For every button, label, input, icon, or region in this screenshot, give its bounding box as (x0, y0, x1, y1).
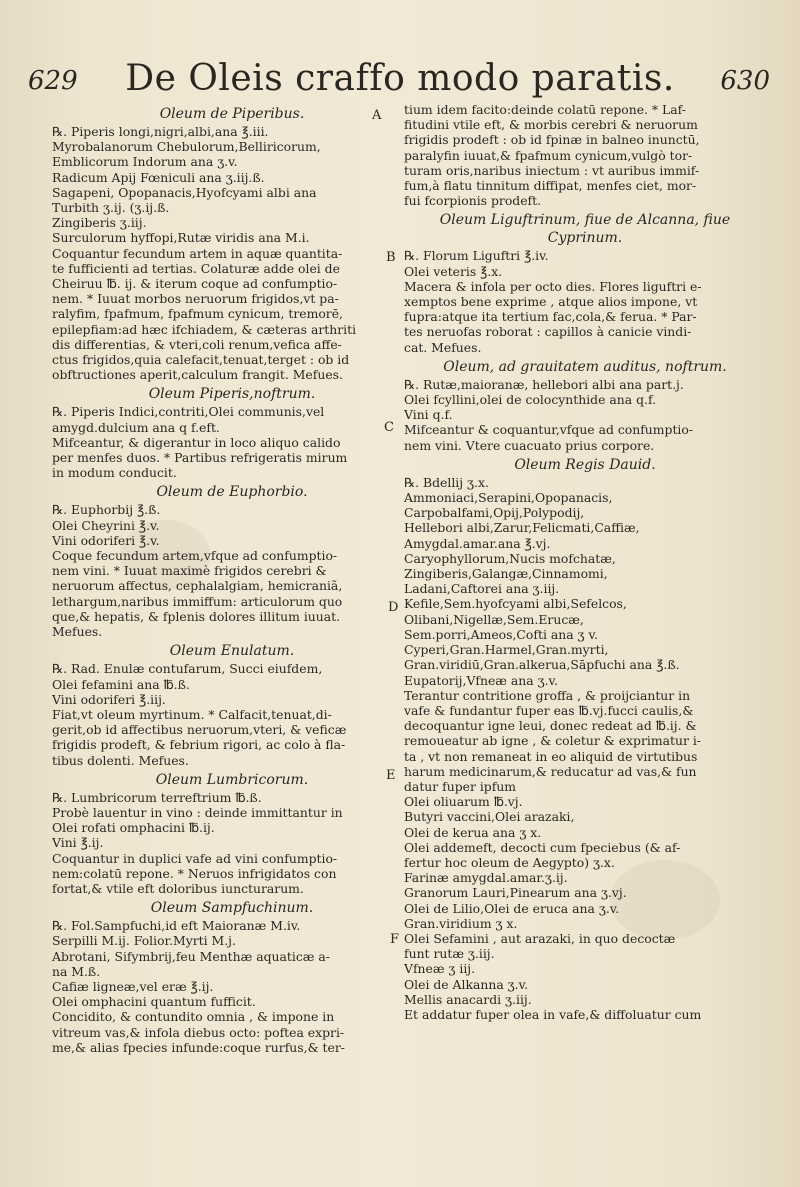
text-line: vafe & fundantur fuper eas ℔.vj.fucci caulis,& (404, 702, 694, 718)
text-line: Probè lauentur in vino : deinde immittantur in (52, 804, 343, 820)
text-line: fortat,& vtile eft doloribus iuncturarum. (52, 880, 304, 896)
text-line: nem vini. * Iuuat maximè frigidos cerebri & (52, 563, 327, 579)
text-line: frigidis prodeft : ob id fpinæ in balneo inunctū, (404, 132, 700, 148)
text-line: Gran.viridium ʒ x. (404, 915, 518, 931)
recipe-heading: Oleum de Euphorbio. (156, 484, 308, 501)
right-column (404, 102, 766, 1022)
text-line: Olei de Alkanna ʒ.v. (404, 976, 529, 992)
margin-letter: B (386, 250, 396, 265)
recipe-block (404, 102, 766, 208)
text-line: ℞. Lumbricorum terreftrium ℔.ß. (52, 789, 262, 805)
text-line: ℞. Rutæ,maioranæ, hellebori albi ana part.j. (404, 376, 684, 392)
text-line: fitudini vtile eft, & morbis cerebri & neruorum (404, 117, 698, 133)
text-line: ralyfim, fpafmum, fpafmum cynicum, tremorē, (52, 306, 343, 322)
running-title: De Oleis craffo modo paratis. (125, 58, 675, 99)
text-line: Mefues. (52, 624, 103, 640)
text-line: Vini odoriferi ℥.iij. (52, 691, 166, 707)
text-line: nem:colatū repone. * Neruos infrigidatos con (52, 865, 337, 881)
text-line: Surculorum hyffopi,Rutæ viridis ana M.i. (52, 230, 310, 246)
text-line: Zingiberis ʒ.iij. (52, 215, 147, 231)
text-line: tium idem facito:deinde colatū repone. * Laf- (404, 102, 686, 117)
text-line: Radicum Apij Fœniculi ana ʒ.iij.ß. (52, 169, 265, 185)
text-line: epilepfiam:ad hæc ifchiadem, & cæteras arthriti (52, 321, 357, 337)
text-line: Serpilli M.ij. Folior.Myrti M.j. (52, 933, 236, 949)
recipe-heading: Oleum Regis Dauid. (514, 456, 656, 473)
text-line: Macera & infola per octo dies. Flores liguftri e- (404, 278, 702, 294)
text-line: frigidis prodeft, & febrium rigori, ac colo à fla- (52, 737, 346, 753)
left-column (52, 102, 412, 1055)
text-line: remoueatur ab igne , & coletur & exprimatur i- (404, 733, 701, 749)
text-line: fum,à flatu tinnitum diffipat, menfes ciet, mor- (404, 178, 697, 194)
text-line: Gran.viridiū,Gran.alkerua,Sāpfuchi ana ℥.ß. (404, 657, 680, 673)
text-line: Et addatur fuper olea in vafe,& diffoluatur cum (404, 1006, 702, 1022)
recipe-block (52, 483, 412, 639)
text-line: dis differentias, & vteri,coli renum,vefica affe- (52, 336, 342, 352)
text-line: Farinæ amygdal.amar.ʒ.ij. (404, 870, 568, 886)
text-line: Hellebori albi,Zarur,Felicmati,Caffiæ, (404, 520, 640, 536)
text-line: Olei Sefamini , aut arazaki, in quo decoctæ (404, 930, 676, 946)
text-line: ℞. Piperis longi,nigri,albi,ana ℥.iii. (52, 124, 269, 139)
text-line: datur fuper ipfum (404, 778, 517, 794)
text-line: Coquantur fecundum artem in aquæ quantita- (52, 245, 343, 261)
text-line: ℞. Florum Liguftri ℥.iv. (404, 248, 549, 264)
text-line: Concidito, & contundito omnia , & impone in (52, 1009, 335, 1025)
text-line: paralyfin iuuat,& fpafmum cynicum,vulgò tor- (404, 147, 693, 163)
text-line: tibus dolenti. Mefues. (52, 752, 189, 768)
text-line: turam oris,naribus iniectum : vt auribus immif- (404, 162, 700, 178)
text-line: Eupatorij,Vfneæ ana ʒ.v. (404, 672, 558, 688)
text-line: na M.ß. (52, 963, 101, 979)
text-line: neruorum affectus, cephalalgiam, hemicraniã, (52, 578, 343, 594)
recipe-heading: Oleum Lumbricorum. (155, 771, 309, 788)
text-line: Olei addemeft, decocti cum fpeciebus (& af- (404, 839, 681, 855)
text-line: decoquantur igne leui, donec redeat ad ℔.ij. & (404, 718, 697, 734)
recipe-block (404, 211, 766, 354)
text-line: Fiat,vt oleum myrtinum. * Calfacit,tenuat,di- (52, 706, 332, 722)
text-line: per menfes duos. * Partibus refrigeratis mirum (52, 450, 348, 466)
text-line: Mifceantur, & digerantur in loco aliquo calido (52, 434, 341, 450)
text-line: Amygdal.amar.ana ℥.vj. (404, 535, 551, 551)
text-line: Terantur contritione groffa , & proijciantur in (404, 687, 691, 703)
recipe-block (52, 105, 412, 382)
text-line: lethargum,naribus immiffum: articulorum quo (52, 593, 343, 609)
text-line: funt rutæ ʒ.iij. (404, 946, 495, 962)
text-line: Cafiæ ligneæ,vel eræ ℥.ij. (52, 978, 214, 994)
text-line: ℞. Rad. Enulæ contufarum, Succi eiufdem, (52, 661, 323, 677)
text-line: gerit,ob id affectibus neruorum,vteri, & veficæ (52, 722, 347, 738)
text-line: Zingiberis,Galangæ,Cinnamomi, (404, 566, 608, 582)
text-line: nem vini. Vtere cuacuato prius corpore. (404, 437, 655, 453)
text-line: Olei Cheyrini ℥.v. (52, 517, 160, 533)
recipe-block (52, 385, 412, 480)
recipe-heading: Oleum Piperis,noftrum. (148, 386, 316, 403)
recipe-block (52, 642, 412, 767)
text-line: Kefile,Sem.hyofcyami albi,Sefelcos, (404, 596, 627, 612)
text-line: Olei omphacini quantum fufficit. (52, 994, 256, 1010)
text-line: ℞. Piperis Indici,contriti,Olei communis,vel (52, 404, 325, 420)
recipe-heading: Oleum, ad grauitatem auditus, noftrum. (443, 358, 727, 375)
text-line: Cyperi,Gran.Harmel,Gran.myrti, (404, 642, 609, 658)
text-line: harum medicinarum,& reducatur ad vas,& fun (404, 763, 697, 779)
text-line: Ladani,Caftorei ana ʒ.iij. (404, 581, 560, 597)
text-line: Vini ℥.ij. (52, 835, 104, 851)
text-line: ℞. Bdellij ʒ.x. (404, 474, 489, 490)
text-line: te fufficienti ad tertias. Colaturæ adde olei de (52, 260, 340, 276)
text-line: Vini odoriferi ℥.v. (52, 532, 160, 548)
text-line: Turbith ʒ.ij. (ʒ.ij.ß. (52, 200, 170, 216)
margin-letter: C (384, 420, 394, 435)
recipe-heading: Oleum Enulatum. (169, 643, 295, 660)
text-line: Olei fefamini ana ℔.ß. (52, 676, 190, 692)
text-line: Ammoniaci,Serapini,Opopanacis, (404, 490, 613, 506)
text-line: tes neruofas roborat : capillos à canicie vindi- (404, 324, 692, 340)
text-line: Olei de kerua ana ʒ x. (404, 824, 542, 840)
text-line: ctus frigidos,quia calefacit,tenuat,terget : ob id (52, 352, 350, 368)
recipe-block (52, 899, 412, 1055)
text-line: Olei rofati omphacini ℔.ij. (52, 820, 215, 836)
recipe-heading: Oleum de Piperibus. (159, 106, 305, 122)
margin-letter: E (386, 768, 396, 783)
text-line: Vfneæ ʒ iij. (404, 961, 476, 977)
text-line: Granorum Lauri,Pinearum ana ʒ.vj. (404, 885, 627, 901)
text-line: ℞. Fol.Sampfuchi,id eft Maioranæ M.iv. (52, 918, 301, 934)
text-line: in modum conducit. (52, 465, 177, 481)
text-line: Olei fcyllini,olei de colocynthide ana q.f. (404, 392, 657, 408)
text-line: me,& alias fpecies infunde:coque rurfus,& ter- (52, 1039, 345, 1055)
text-line: nem. * Iuuat morbos neruorum frigidos,vt pa- (52, 291, 339, 307)
text-line: Olei de Lilio,Olei de eruca ana ʒ.v. (404, 900, 620, 916)
recipe-block (404, 456, 766, 1022)
text-line: Butyri vaccini,Olei arazaki, (404, 809, 575, 825)
text-line: Sagapeni, Opopanacis,Hyofcyami albi ana (52, 184, 317, 200)
text-line: Carpobalfami,Opij,Polypodij, (404, 505, 585, 521)
text-line: Caryophyllorum,Nucis mofchatæ, (404, 550, 616, 566)
margin-letter: A (372, 108, 382, 123)
text-line: Mifceantur & coquantur,vfque ad confumptio- (404, 422, 694, 438)
text-line: Vini q.f. (404, 407, 453, 423)
page-number-right: 630 (720, 66, 770, 96)
text-line: Coque fecundum artem,vfque ad confumptio- (52, 548, 338, 564)
recipe-block (404, 358, 766, 453)
recipe-heading: Oleum Liguftrinum, fiue de Alcanna, fiue Cyprinum. (439, 212, 731, 247)
text-line: vitreum vas,& infola diebus octo: poftea expri- (52, 1024, 345, 1040)
recipe-heading: Oleum Sampfuchinum. (150, 900, 314, 917)
text-line: que,& hepatis, & fplenis dolores illitum iuuat. (52, 608, 341, 624)
text-line: Cheiruu ℔. ij. & iterum coque ad confumptio- (52, 276, 338, 292)
recipe-block (52, 771, 412, 896)
text-line: Olei veteris ℥.x. (404, 263, 503, 279)
text-line: Coquantur in duplici vafe ad vini confumptio- (52, 850, 338, 866)
text-line: Olibani,Nigellæ,Sem.Erucæ, (404, 611, 584, 627)
text-line: amygd.dulcium ana q f.eft. (52, 419, 220, 435)
margin-letter: D (388, 600, 399, 615)
text-line: cat. Mefues. (404, 339, 482, 355)
text-line: obftructiones aperit,calculum frangit. Mefues. (52, 367, 343, 383)
text-line: Emblicorum Indorum ana ʒ.v. (52, 154, 238, 170)
text-line: Myrobalanorum Chebulorum,Belliricorum, (52, 139, 321, 155)
text-line: Sem.porri,Ameos,Cofti ana ʒ v. (404, 626, 598, 642)
text-line: ℞. Euphorbij ℥.ß. (52, 502, 161, 518)
text-line: ta , vt non remaneat in eo aliquid de virtutibus (404, 748, 698, 764)
text-line: fertur hoc oleum de Aegypto) ʒ.x. (404, 854, 615, 870)
margin-letter: F (390, 932, 400, 947)
page-number-left: 629 (28, 66, 78, 96)
text-line: fupra:atque ita tertium fac,cola,& ferua. * Par- (404, 309, 697, 325)
text-line: Olei oliuarum ℔.vj. (404, 794, 523, 810)
text-line: fui fcorpionis prodeft. (404, 193, 542, 209)
text-line: xemptos bene exprime , atque alios impone, vt (404, 294, 698, 310)
text-line: Abrotani, Sifymbrij,feu Menthæ aquaticæ a- (52, 948, 330, 964)
text-line: Mellis anacardi ʒ.iij. (404, 991, 532, 1007)
